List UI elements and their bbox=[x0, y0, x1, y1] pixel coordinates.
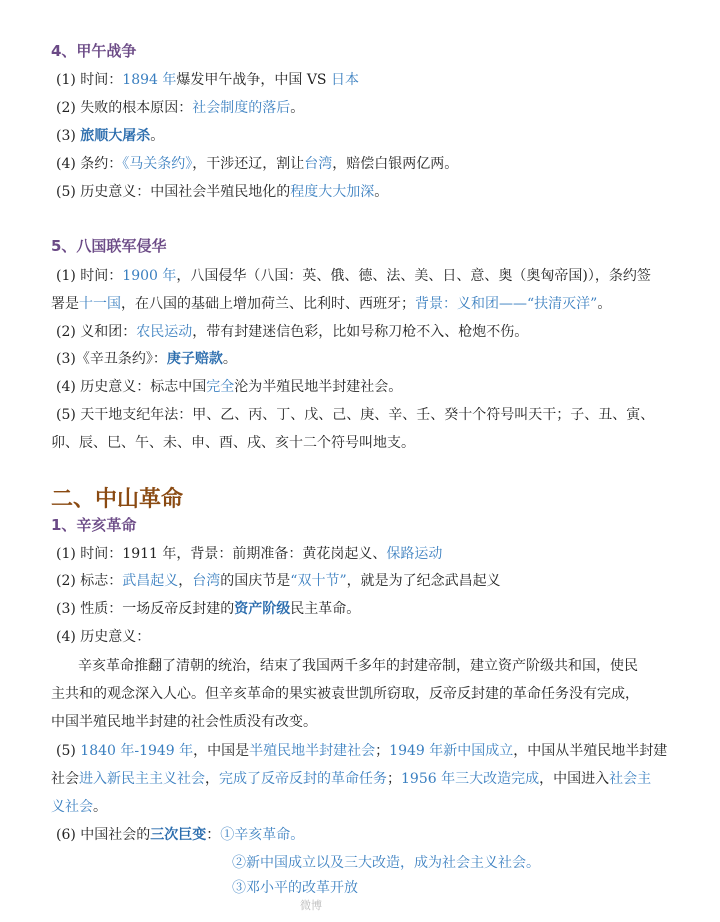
highlight-text: 完成了反帝反封的革命任务 bbox=[219, 771, 387, 787]
text-line bbox=[56, 377, 402, 397]
highlight-bold-text: 三次巨变 bbox=[150, 827, 207, 843]
text-segment: ，带有封建迷信色彩，比如号称刀枪不入、枪炮不伤。 bbox=[192, 324, 529, 340]
highlight-text: 1900 年 bbox=[122, 268, 177, 284]
text-segment: ， bbox=[178, 573, 193, 589]
highlight-text: 程度大大加深 bbox=[290, 184, 375, 200]
text-segment: 署是 bbox=[51, 296, 79, 312]
text-segment: ： bbox=[206, 827, 221, 843]
text-segment: 。 bbox=[222, 351, 237, 367]
text-line bbox=[56, 405, 654, 425]
highlight-text: 社会主 bbox=[609, 771, 652, 787]
text-segment: 。 bbox=[150, 128, 165, 144]
text-segment: 的国庆节是 bbox=[220, 573, 291, 589]
text-segment: (1) 时间：1911 年，背景：前期准备：黄花岗起义、 bbox=[56, 546, 387, 562]
text-segment: (5) bbox=[56, 743, 81, 759]
text-segment: (2) 义和团： bbox=[56, 324, 137, 340]
highlight-text: 1840 年-1949 年 bbox=[80, 743, 194, 759]
highlight-text: 社会制度的落后 bbox=[192, 100, 291, 116]
text-segment: (5) 天干地支纪年法：甲、乙、丙、丁、戊、己、庚、辛、壬、癸十个符号叫天干；子、丑、寅、 bbox=[56, 407, 655, 423]
highlight-text: ①辛亥革命。 bbox=[220, 827, 305, 843]
text-segment: 社会 bbox=[51, 771, 79, 787]
text-line bbox=[78, 656, 638, 676]
highlight-bold-text: 资产阶级 bbox=[234, 601, 291, 617]
highlight-text: 完全 bbox=[206, 379, 235, 395]
text-segment: 沦为半殖民地半封建社会。 bbox=[234, 379, 403, 395]
watermark: 微博 bbox=[300, 899, 322, 912]
text-line bbox=[56, 126, 164, 146]
text-segment: (6) 中国社会的 bbox=[56, 827, 151, 843]
text-segment: ，在八国的基础上增加荷兰、比利时、西班牙； bbox=[121, 296, 415, 312]
text-line bbox=[56, 98, 304, 118]
text-segment: ，干涉还辽，割让 bbox=[192, 156, 305, 172]
highlight-text: 台湾 bbox=[192, 573, 221, 589]
text-line bbox=[56, 154, 458, 174]
highlight-bold-text: 旅顺大屠杀 bbox=[80, 128, 151, 144]
text-line bbox=[51, 684, 639, 704]
text-segment: (5) 历史意义：中国社会半殖民地化的 bbox=[56, 184, 291, 200]
text-segment: 民主革命。 bbox=[290, 601, 361, 617]
text-segment: 。 bbox=[93, 799, 107, 815]
text-segment: (2) 标志： bbox=[56, 573, 123, 589]
text-segment: ，八国侵华（八国：英、俄、德、法、美、日、意、奥（奥匈帝国)），条约签 bbox=[176, 268, 651, 284]
text-segment: 卯、辰、巳、午、未、申、酉、戌、亥十二个符号叫地支。 bbox=[51, 435, 415, 451]
text-segment: (1) 时间： bbox=[56, 268, 123, 284]
section-heading-xinhai-revolution: 1、辛亥革命 bbox=[51, 516, 137, 534]
text-line bbox=[56, 544, 442, 564]
text-segment: (4) 条约： bbox=[56, 156, 123, 172]
text-segment: ； bbox=[387, 771, 401, 787]
text-segment: ， bbox=[205, 771, 219, 787]
text-segment: 爆发甲午战争，中国 VS bbox=[176, 72, 331, 88]
text-segment: 中国半殖民地半封建的社会性质没有改变。 bbox=[51, 714, 317, 730]
text-line bbox=[56, 322, 528, 342]
text-line bbox=[56, 182, 388, 202]
highlight-text: 保路运动 bbox=[386, 546, 443, 562]
text-segment: ，赔偿白银两亿两。 bbox=[332, 156, 459, 172]
text-line bbox=[51, 769, 651, 789]
text-segment: 。 bbox=[597, 296, 612, 312]
text-segment: (3)《辛丑条约》： bbox=[56, 351, 167, 367]
section-heading-eight-nation-alliance: 5、八国联军侵华 bbox=[51, 237, 167, 255]
text-line bbox=[51, 797, 107, 817]
highlight-text: 十一国 bbox=[79, 296, 121, 312]
text-segment: (4) 历史意义：标志中国 bbox=[56, 379, 207, 395]
text-segment: (1) 时间： bbox=[56, 72, 123, 88]
text-segment: (4) 历史意义： bbox=[56, 629, 151, 645]
highlight-text: 农民运动 bbox=[136, 324, 193, 340]
text-segment: ，中国是 bbox=[193, 743, 250, 759]
text-segment: 辛亥革命推翻了清朝的统治，结束了我国两千多年的封建帝制，建立资产阶级共和国，使民 bbox=[78, 658, 638, 674]
highlight-text: 义社会 bbox=[51, 799, 93, 815]
highlight-text: 武昌起义 bbox=[122, 573, 179, 589]
text-segment: (3) bbox=[56, 128, 81, 144]
text-line bbox=[51, 712, 317, 732]
highlight-text: 进入新民主主义社会 bbox=[79, 771, 205, 787]
text-line bbox=[56, 571, 501, 591]
highlight-text: 日本 bbox=[330, 72, 359, 88]
text-segment: ，就是为了纪念武昌起义 bbox=[346, 573, 501, 589]
chapter-heading-zhongshan-revolution: 二、中山革命 bbox=[51, 487, 184, 512]
text-line bbox=[56, 70, 359, 90]
highlight-text: ③邓小平的改革开放 bbox=[232, 880, 358, 896]
section-heading-sino-japanese-war: 4、甲午战争 bbox=[51, 42, 137, 60]
highlight-text: 1956 年三大改造完成 bbox=[401, 771, 540, 787]
highlight-text: 1949 年新中国成立 bbox=[389, 743, 514, 759]
text-segment: 主共和的观念深入人心。但辛亥革命的果实被袁世凯所窃取，反帝反封建的革命任务没有完成， bbox=[51, 686, 639, 702]
text-line bbox=[56, 349, 237, 369]
text-segment: (2) 失败的根本原因： bbox=[56, 100, 193, 116]
highlight-text: 1894 年 bbox=[122, 72, 177, 88]
text-line bbox=[51, 294, 611, 314]
text-line bbox=[56, 627, 150, 647]
highlight-text: 半殖民地半封建社会 bbox=[249, 743, 376, 759]
highlight-text: 背景：义和团——“扶清灭洋” bbox=[415, 296, 598, 312]
text-segment: (3) 性质：一场反帝反封建的 bbox=[56, 601, 235, 617]
text-line bbox=[56, 741, 667, 761]
text-line bbox=[56, 266, 651, 286]
text-line bbox=[51, 433, 415, 453]
highlight-text: “双十节” bbox=[290, 573, 347, 589]
text-line bbox=[56, 599, 360, 619]
text-segment: ； bbox=[375, 743, 390, 759]
highlight-text: ②新中国成立以及三大改造，成为社会主义社会。 bbox=[232, 855, 540, 871]
text-segment: 。 bbox=[290, 100, 305, 116]
highlight-text: 台湾 bbox=[304, 156, 333, 172]
text-line bbox=[56, 825, 304, 845]
text-line bbox=[232, 853, 540, 873]
highlight-bold-text: 庚子赔款 bbox=[166, 351, 223, 367]
text-line bbox=[232, 878, 358, 898]
text-segment: ，中国进入 bbox=[539, 771, 610, 787]
text-segment: ，中国从半殖民地半封建 bbox=[513, 743, 668, 759]
highlight-text: 《马关条约》 bbox=[122, 156, 193, 172]
text-segment: 。 bbox=[374, 184, 389, 200]
